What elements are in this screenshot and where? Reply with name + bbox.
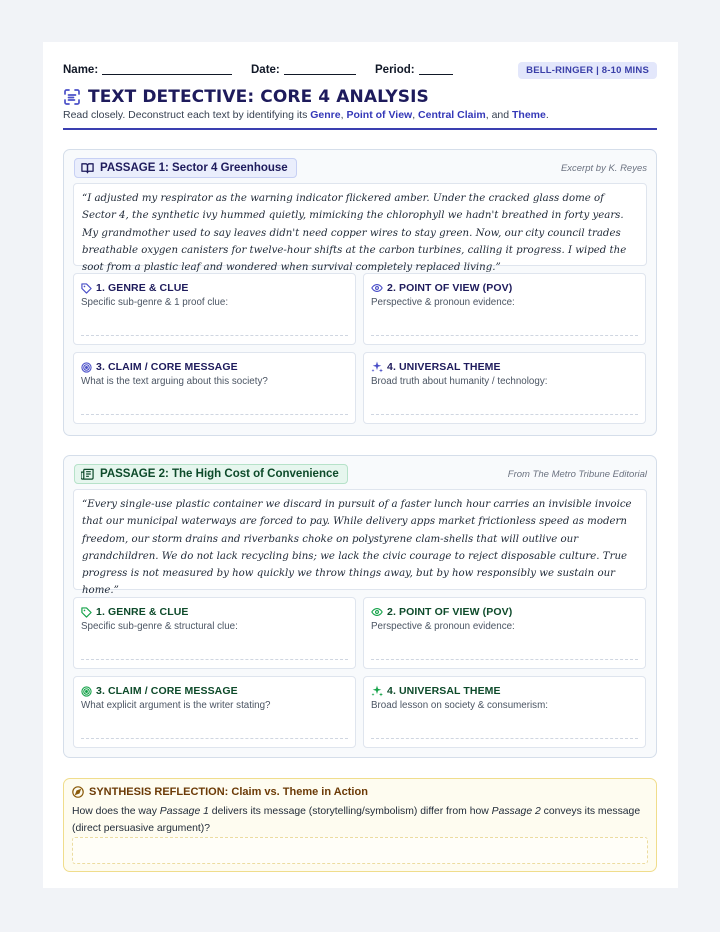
name-field[interactable]: Name:: [63, 64, 232, 76]
worksheet-page: [43, 42, 678, 888]
instructions: Read closely. Deconstruct each text by identifying its Genre, Point of View, Central Claim, and Theme.: [63, 109, 549, 121]
genre-clue-box[interactable]: 1. GENRE & CLUE Specific sub-genre & 1 proof clue:: [73, 273, 356, 345]
target-icon: [81, 362, 92, 373]
name-blank[interactable]: [102, 74, 232, 75]
claim-box[interactable]: 3. CLAIM / CORE MESSAGE What is the text arguing about this society?: [73, 352, 356, 424]
title-row: [63, 86, 429, 108]
answer-line[interactable]: [371, 335, 638, 336]
passage-1-card: [63, 149, 657, 436]
genre-clue-box[interactable]: 1. GENRE & CLUE Specific sub-genre & structural clue:: [73, 597, 356, 669]
passage-1-source: Excerpt by K. Reyes: [560, 163, 647, 174]
tag-icon: [81, 607, 92, 618]
answer-line[interactable]: [81, 335, 348, 336]
page-title: TEXT DETECTIVE: CORE 4 ANALYSIS: [88, 87, 429, 107]
period-blank[interactable]: [419, 74, 453, 75]
eye-icon: [371, 283, 383, 293]
passage-1-title: PASSAGE 1: Sector 4 Greenhouse: [74, 158, 297, 178]
target-icon: [81, 686, 92, 697]
date-blank[interactable]: [284, 74, 356, 75]
book-open-icon: [81, 162, 94, 174]
title-divider: [63, 128, 657, 130]
theme-box[interactable]: 4. UNIVERSAL THEME Broad lesson on society & consumerism:: [363, 676, 646, 748]
bell-ringer-badge: BELL-RINGER | 8-10 MINS: [518, 62, 657, 79]
passage-2-title: PASSAGE 2: The High Cost of Convenience: [74, 464, 348, 484]
compass-icon: [72, 786, 84, 798]
passage-2-card: [63, 455, 657, 758]
tag-icon: [81, 283, 92, 294]
synthesis-answer-box[interactable]: [72, 837, 648, 864]
synthesis-question: How does the way Passage 1 delivers its message (storytelling/symbolism) differ from how Passage 2 conveys its message (direct persuasive argument)?: [72, 806, 641, 834]
claim-box[interactable]: 3. CLAIM / CORE MESSAGE What explicit argument is the writer stating?: [73, 676, 356, 748]
synthesis-reflection-card: [63, 778, 657, 872]
answer-line[interactable]: [371, 659, 638, 660]
answer-line[interactable]: [81, 659, 348, 660]
student-info-row: [63, 62, 657, 80]
answer-line[interactable]: [81, 738, 348, 739]
scan-text-icon: [63, 88, 81, 106]
passage-2-text: “Every single-use plastic container we discard in pursuit of a faster lunch hour carries an invisible invoice that our municipal waterways are forced to pay. While delivery apps market frictionless speed as modern freedom, our storm drains and riverbanks choke on polystyrene clam-shells that will outlive our grandchildren. We do not lack recycling bins; we lack the civic courage to reject disposable culture. True progress is not measured by how quickly we throw things away, but by how responsibly we sustain our home.”: [73, 489, 647, 590]
passage-2-source: From The Metro Tribune Editorial: [507, 469, 647, 480]
answer-line[interactable]: [81, 414, 348, 415]
answer-line[interactable]: [371, 738, 638, 739]
synthesis-title: SYNTHESIS REFLECTION: Claim vs. Theme in Action: [72, 786, 368, 798]
answer-line[interactable]: [371, 414, 638, 415]
period-field[interactable]: Period:: [375, 64, 453, 76]
pov-box[interactable]: 2. POINT OF VIEW (POV) Perspective & pronoun evidence:: [363, 273, 646, 345]
sparkles-icon: [371, 685, 383, 697]
eye-icon: [371, 607, 383, 617]
pov-box[interactable]: 2. POINT OF VIEW (POV) Perspective & pronoun evidence:: [363, 597, 646, 669]
theme-box[interactable]: 4. UNIVERSAL THEME Broad truth about humanity / technology:: [363, 352, 646, 424]
date-field[interactable]: Date:: [251, 64, 356, 76]
sparkles-icon: [371, 361, 383, 373]
passage-1-text: “I adjusted my respirator as the warning indicator flickered amber. Under the cracked glass dome of Sector 4, the synthetic ivy hummed quietly, mimicking the chlorophyll we hadn't breathed in forty years. My grandmother used to say leaves didn't need copper wires to stay green. Now, our city council trades breathable oxygen canisters for twelve-hour shifts at the carbon turbines, calling it progress. I wiped the soot from a plastic leaf and wondered when survival completely replaced living.”: [73, 183, 647, 266]
newspaper-icon: [81, 468, 94, 480]
